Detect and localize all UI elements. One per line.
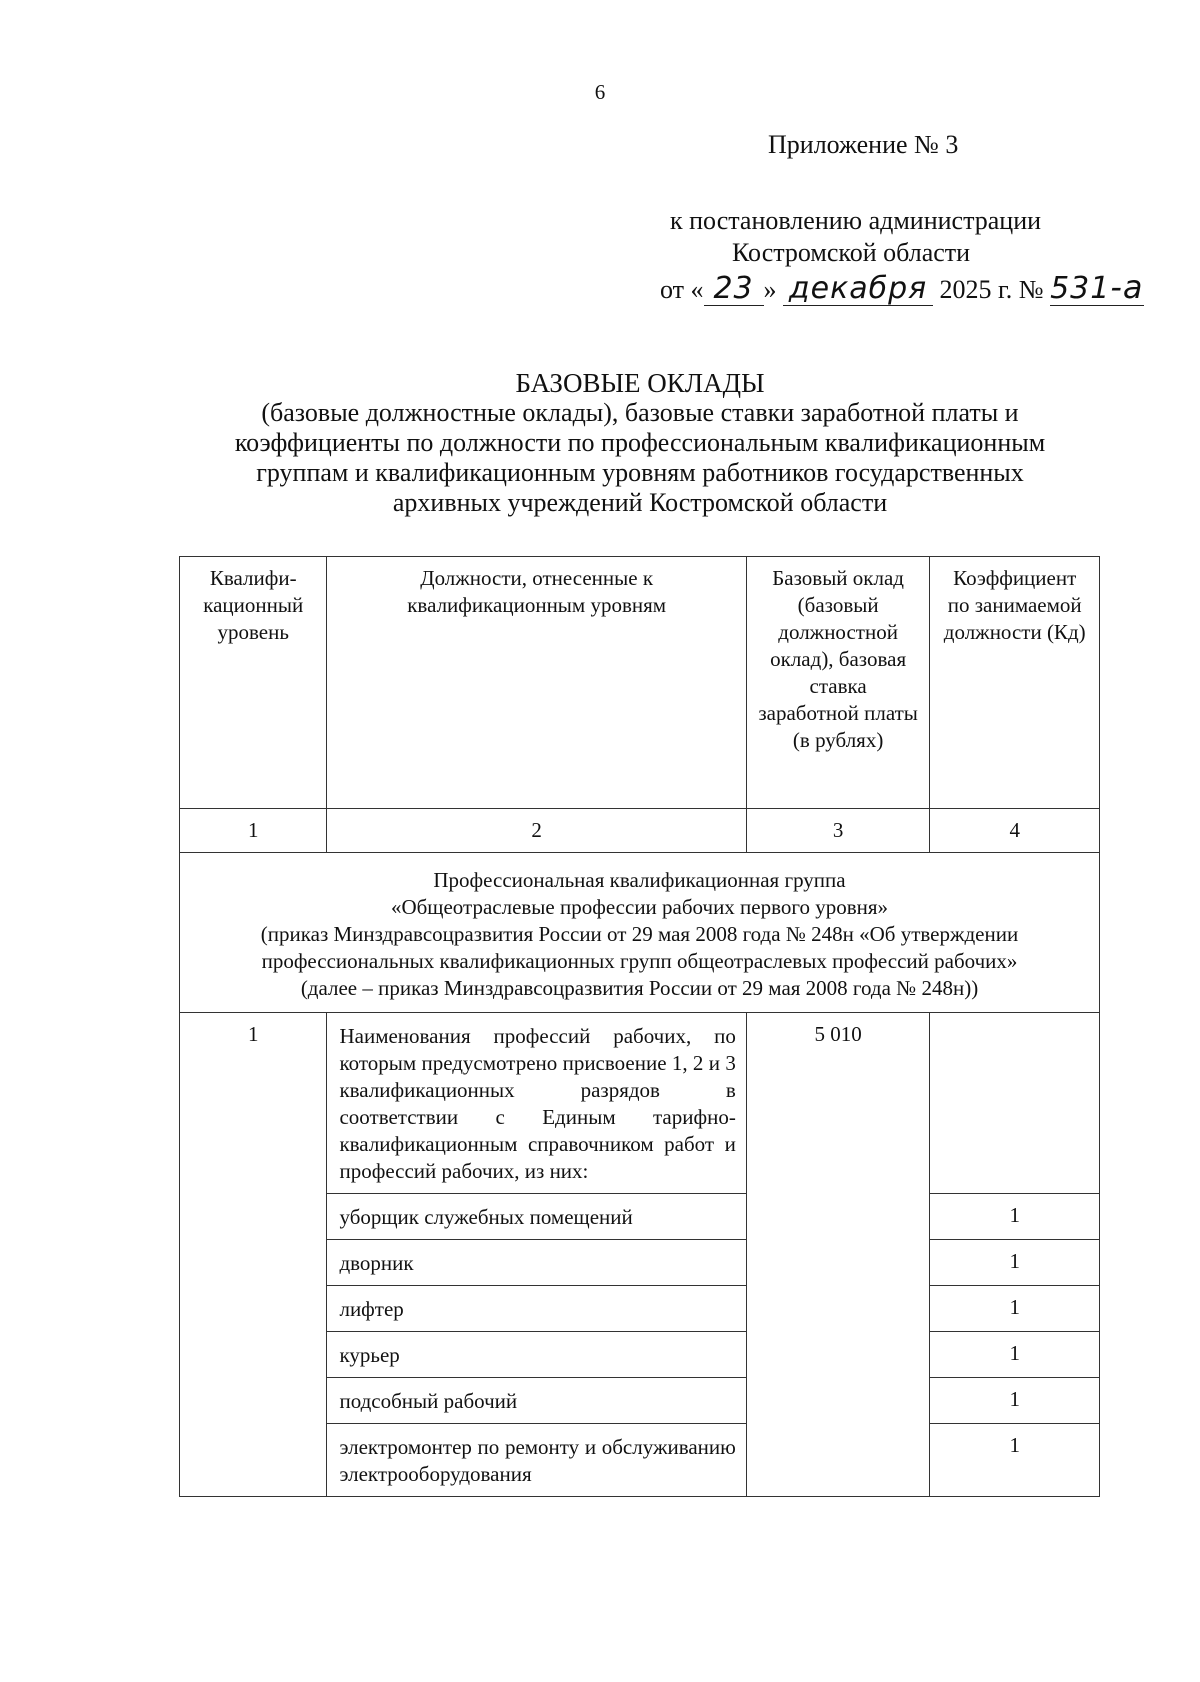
position-coefficient: 1 [930,1286,1100,1332]
professional-group-heading [180,853,1100,1013]
qualification-level-cell: 1 [180,1013,327,1497]
group-line-1: Профессиональная квалификационная группа [433,868,846,892]
position-name: подсобный рабочий [327,1378,746,1424]
position-name: электромонтер по ремонту и обслуживанию электрооборудования [327,1424,746,1497]
column-number-2: 2 [327,809,746,853]
title-line-1: (базовые должностные оклады), базовые ставки заработной платы и [261,398,1019,427]
column-number-4: 4 [930,809,1100,853]
group-line-5: (далее – приказ Минздравсоцразвития России от 29 мая 2008 года № 248н)) [300,976,979,1000]
handwritten-month: декабря [783,273,933,306]
decree-line-2: Костромской области [732,238,971,267]
position-coefficient: 1 [930,1378,1100,1424]
position-name: курьер [327,1332,746,1378]
position-coefficient: 1 [930,1194,1100,1240]
handwritten-decree-number [1050,268,1144,306]
header-positions: Должности, отнесенные к квалификационным уровням [327,557,746,809]
title-line-4: архивных учреждений Костромской области [392,488,888,517]
appendix-label: Приложение № 3 [768,130,959,159]
level-description-cell: Наименования профессий рабочих, по которым предусмотрено присвоение 1, 2 и 3 квалификационных разрядов в соответствии с Единым тарифно-квалификационным справочником работ и профессий рабочих, из них: [327,1013,746,1194]
title-main: БАЗОВЫЕ ОКЛАДЫ [515,368,765,398]
position-coefficient: 1 [930,1240,1100,1286]
table-header-row [180,557,1100,809]
title-line-3: группам и квалификационным уровням работников государственных [256,458,1024,487]
decree-date-line [660,268,1144,306]
column-number-3: 3 [746,809,930,853]
header-coefficient: Коэффициент по занимаемой должности (Кд) [930,557,1100,809]
column-number-1: 1 [180,809,327,853]
table-row [180,1013,1100,1194]
position-name: лифтер [327,1286,746,1332]
group-line-4: профессиональных квалификационных групп общеотраслевых профессий рабочих» [261,949,1018,973]
group-heading-row [180,853,1100,1013]
header-base-salary: Базовый оклад (базовый должностной оклад), базовая ставка заработной платы (в рублях) [746,557,930,809]
decree-year: 2025 г. № [939,275,1044,304]
column-number-row [180,809,1100,853]
position-name: уборщик служебных помещений [327,1194,746,1240]
coefficient-empty-cell [930,1013,1100,1194]
title-line-2: коэффициенты по должности по профессиональным квалификационным [234,428,1046,457]
decree-line-1: к постановлению администрации [670,206,1042,235]
handwritten-day: 23 [704,273,764,306]
base-salary-cell: 5 010 [746,1013,930,1497]
group-line-3: (приказ Минздравсоцразвития России от 29 мая 2008 года № 248н «Об утверждении [260,922,1019,946]
salary-table [179,556,1100,1497]
position-name: дворник [327,1240,746,1286]
position-coefficient: 1 [930,1332,1100,1378]
page-number: 6 [594,80,606,104]
header-qualification-level: Квалифи-кационный уровень [180,557,327,809]
decree-prefix: от « [660,275,704,304]
decree-number-suffix: -а [1110,268,1144,306]
group-line-2: «Общеотраслевые профессии рабочих первого уровня» [390,895,889,919]
decree-number: 531 [1050,271,1111,306]
decree-quote-close: » [763,275,777,304]
position-coefficient: 1 [930,1424,1100,1497]
document-title [0,368,1200,518]
